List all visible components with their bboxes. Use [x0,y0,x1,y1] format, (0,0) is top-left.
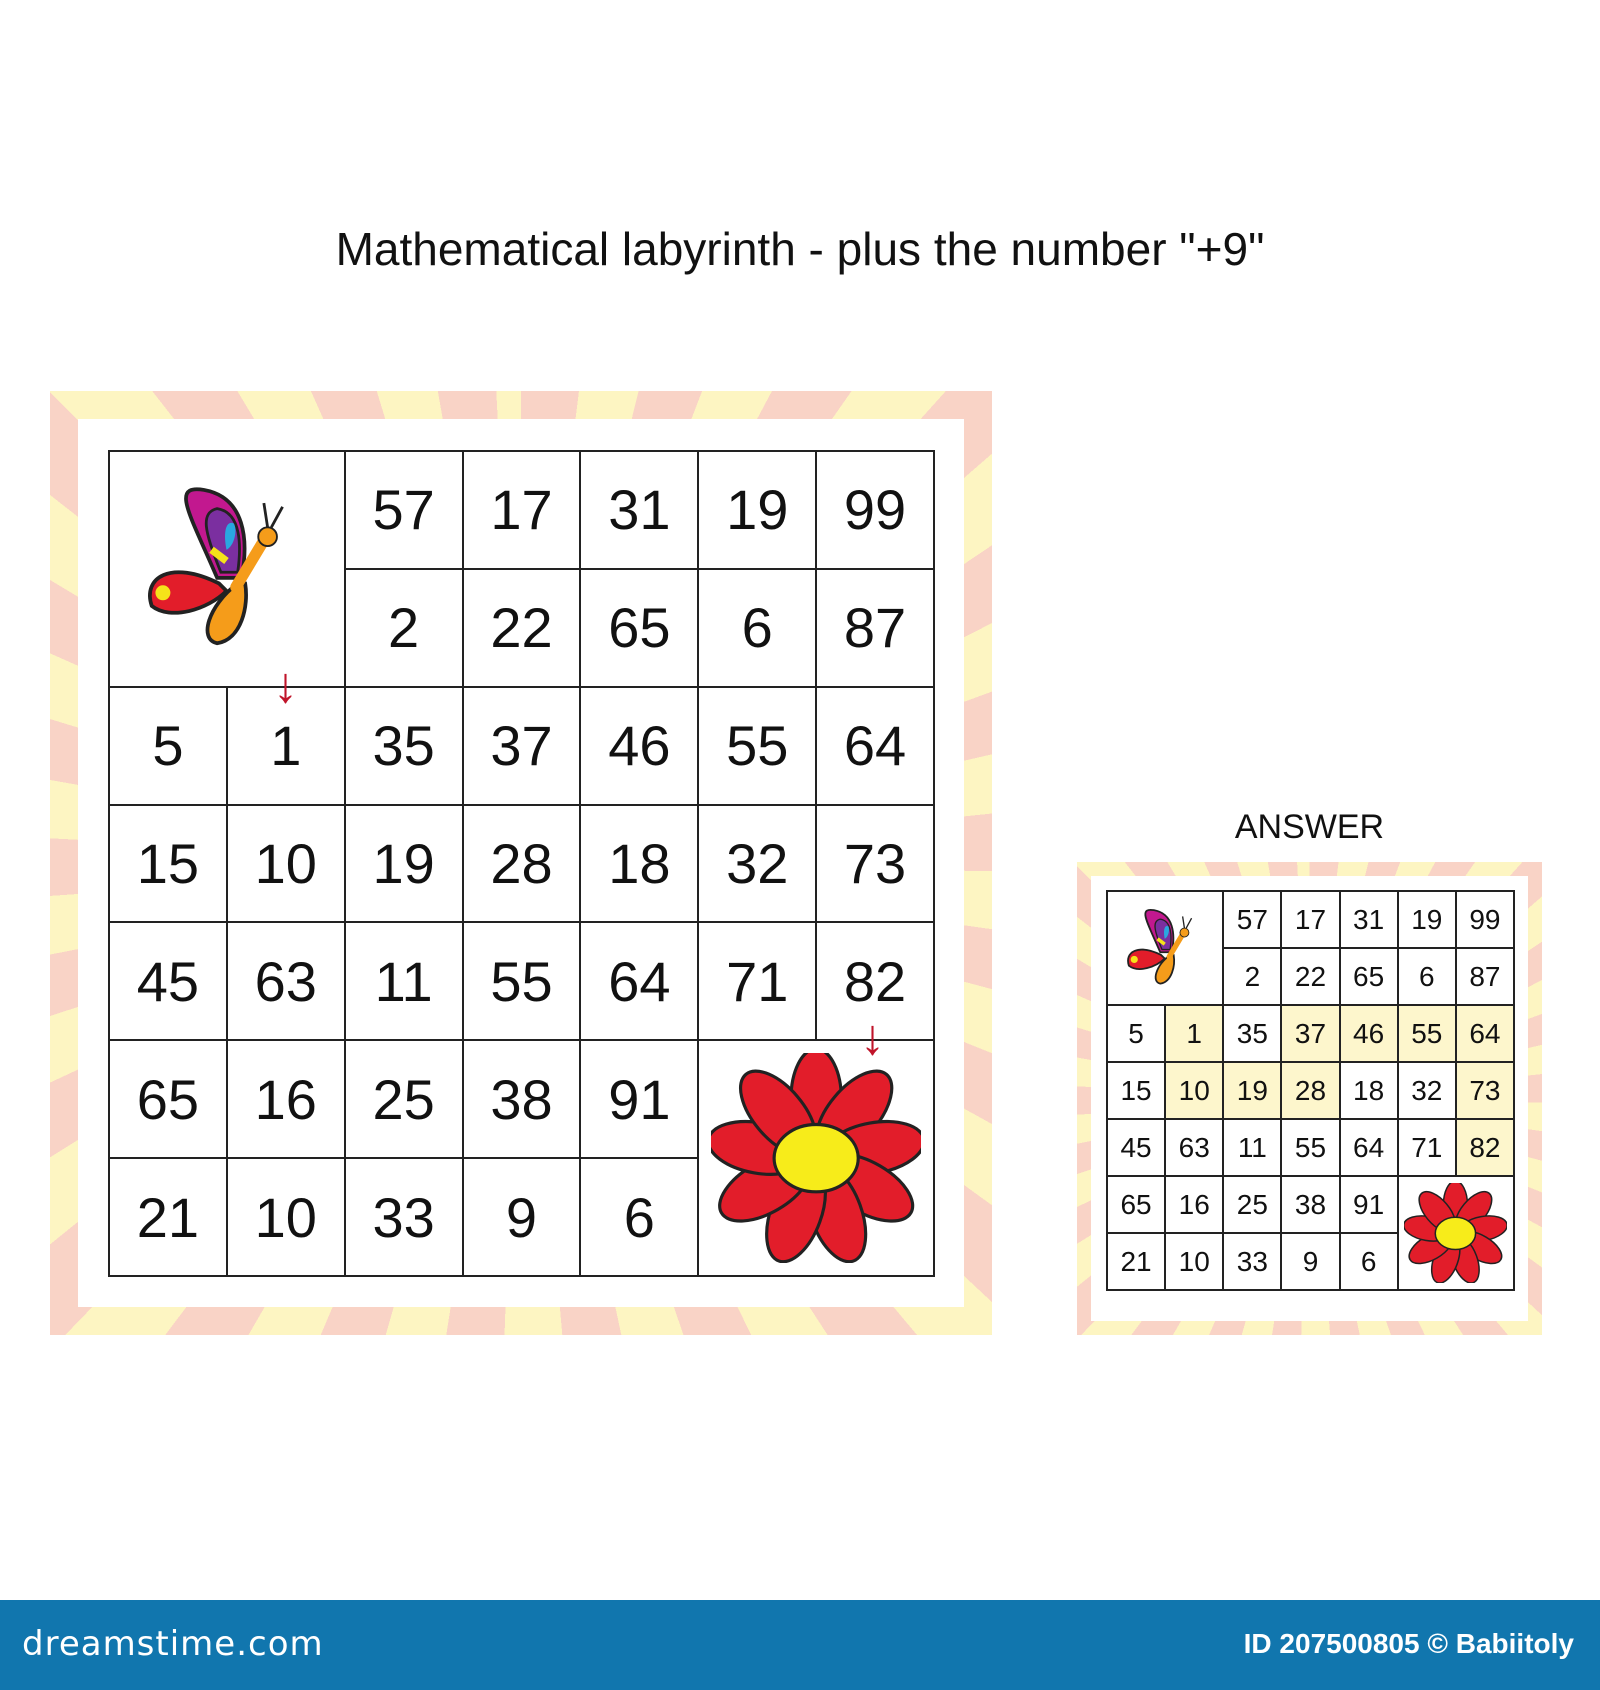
puzzle-cell: 64 [581,923,697,1039]
image-credit: ID 207500805 © Babiitoly [1243,1628,1574,1659]
answer-cell: 64 [1341,1120,1397,1175]
puzzle-cell: 99 [817,452,933,568]
answer-cell: 10 [1166,1063,1222,1118]
answer-cell: 2 [1224,949,1280,1004]
puzzle-cell: 55 [699,688,815,804]
puzzle-cell: 31 [581,452,697,568]
puzzle-cell: 91 [581,1041,697,1157]
answer-cell: 37 [1282,1006,1338,1061]
puzzle-cell: 19 [699,452,815,568]
answer-cell: 6 [1399,949,1455,1004]
answer-cell: 17 [1282,892,1338,947]
puzzle-cell: 82 [817,923,933,1039]
answer-cell: 15 [1108,1063,1164,1118]
answer-cell: 82 [1457,1120,1513,1175]
answer-cell: 25 [1224,1177,1280,1232]
answer-cell: 91 [1341,1177,1397,1232]
answer-cell: 32 [1399,1063,1455,1118]
puzzle-cell: 37 [464,688,580,804]
answer-cell: 11 [1224,1120,1280,1175]
answer-cell: 45 [1108,1120,1164,1175]
butterfly-start-image [110,452,344,686]
puzzle-cell: 10 [228,1159,344,1275]
answer-cell: 28 [1282,1063,1338,1118]
answer-cell: 55 [1399,1006,1455,1061]
finish-arrow-icon: ↓ [860,1009,885,1065]
puzzle-cell: 22 [464,570,580,686]
answer-cell: 87 [1457,949,1513,1004]
puzzle-cell: 65 [110,1041,226,1157]
answer-cell: 9 [1282,1234,1338,1289]
answer-cell: 64 [1457,1006,1513,1061]
answer-cell: 31 [1341,892,1397,947]
puzzle-cell: 64 [817,688,933,804]
puzzle-cell: 10 [228,806,344,922]
puzzle-cell: 73 [817,806,933,922]
puzzle-cell: 15 [110,806,226,922]
puzzle-cell: 46 [581,688,697,804]
puzzle-cell: 11 [346,923,462,1039]
answer-cell: 1 [1166,1006,1222,1061]
puzzle-cell: 63 [228,923,344,1039]
puzzle-cell: 9 [464,1159,580,1275]
answer-cell: 33 [1224,1234,1280,1289]
puzzle-cell: 17 [464,452,580,568]
answer-cell: 16 [1166,1177,1222,1232]
flower-finish-image [699,1041,933,1275]
answer-cell: 65 [1341,949,1397,1004]
answer-cell: 38 [1282,1177,1338,1232]
answer-cell: 19 [1399,892,1455,947]
answer-cell: 73 [1457,1063,1513,1118]
butterfly-start-image [1108,892,1222,1004]
puzzle-cell: 45 [110,923,226,1039]
puzzle-cell: 6 [699,570,815,686]
answer-cell: 18 [1341,1063,1397,1118]
puzzle-cell: 32 [699,806,815,922]
flower-finish-image [1399,1177,1513,1289]
puzzle-cell: 1 [228,688,344,804]
answer-cell: 19 [1224,1063,1280,1118]
puzzle-cell: 21 [110,1159,226,1275]
answer-cell: 55 [1282,1120,1338,1175]
answer-cell: 57 [1224,892,1280,947]
puzzle-grid [108,450,935,1277]
answer-grid [1106,890,1515,1291]
puzzle-cell: 25 [346,1041,462,1157]
puzzle-cell: 35 [346,688,462,804]
puzzle-cell: 38 [464,1041,580,1157]
puzzle-cell: 65 [581,570,697,686]
answer-cell: 46 [1341,1006,1397,1061]
answer-cell: 21 [1108,1234,1164,1289]
puzzle-cell: 57 [346,452,462,568]
answer-cell: 6 [1341,1234,1397,1289]
puzzle-cell: 2 [346,570,462,686]
puzzle-cell: 5 [110,688,226,804]
puzzle-cell: 19 [346,806,462,922]
footer-bar [0,1600,1600,1690]
logo: dreamstime.com [22,1624,324,1664]
answer-cell: 5 [1108,1006,1164,1061]
puzzle-cell: 6 [581,1159,697,1275]
answer-cell: 71 [1399,1120,1455,1175]
answer-cell: 35 [1224,1006,1280,1061]
puzzle-cell: 71 [699,923,815,1039]
page-title: Mathematical labyrinth - plus the number "+9" [335,223,1265,275]
answer-cell: 99 [1457,892,1513,947]
puzzle-cell: 28 [464,806,580,922]
answer-cell: 65 [1108,1177,1164,1232]
puzzle-cell: 55 [464,923,580,1039]
answer-label: ANSWER [1234,808,1385,846]
puzzle-cell: 87 [817,570,933,686]
puzzle-cell: 18 [581,806,697,922]
puzzle-cell: 33 [346,1159,462,1275]
answer-cell: 63 [1166,1120,1222,1175]
puzzle-cell: 16 [228,1041,344,1157]
answer-cell: 22 [1282,949,1338,1004]
start-arrow-icon: ↓ [273,657,298,713]
answer-cell: 10 [1166,1234,1222,1289]
